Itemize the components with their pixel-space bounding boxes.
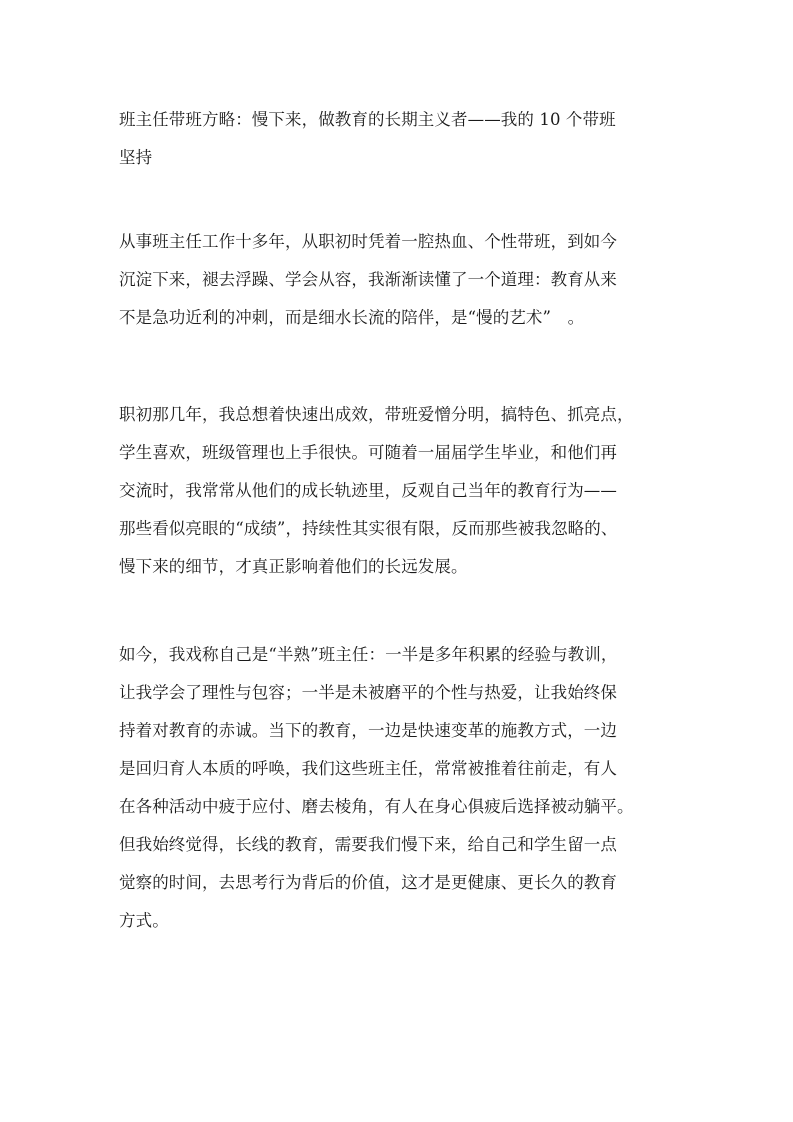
paragraph-3-line-8: 方式。 <box>119 911 169 930</box>
paragraph-1-line-1: 从事班主任工作十多年，从职初时凭着一腔热血、个性带班，到如今 <box>119 232 617 251</box>
paragraph-1-line-3: 不是急功近利的冲刺，而是细水长流的陪伴，是“慢的艺术” 。 <box>119 308 585 327</box>
title-line-2: 坚持 <box>119 148 153 167</box>
paragraph-3-line-7: 觉察的时间，去思考行为背后的价值，这才是更健康、更长久的教育 <box>119 873 617 892</box>
paragraph-3-line-2: 让我学会了理性与包容；一半是未被磨平的个性与热爱，让我始终保 <box>119 683 617 702</box>
paragraph-2-line-2: 学生喜欢，班级管理也上手很快。可随着一届届学生毕业，和他们再 <box>119 443 617 462</box>
title-line-1: 班主任带班方略：慢下来，做教育的长期主义者——我的 10 个带班 <box>119 110 616 129</box>
paragraph-2-line-1: 职初那几年，我总想着快速出成效，带班爱憎分明，搞特色、抓亮点， <box>119 405 634 424</box>
paragraph-2-line-5: 慢下来的细节，才真正影响着他们的长远发展。 <box>119 557 468 576</box>
paragraph-2-line-4: 那些看似亮眼的“成绩”，持续性其实很有限，反而那些被我忽略的、 <box>119 519 618 538</box>
paragraph-1-line-2: 沉淀下来，褪去浮躁、学会从容，我渐渐读懂了一个道理：教育从来 <box>119 270 617 289</box>
paragraph-3-line-4: 是回归育人本质的呼唤，我们这些班主任，常常被推着往前走，有人 <box>119 759 617 778</box>
paragraph-3-line-1: 如今，我戏称自己是“半熟”班主任：一半是多年积累的经验与教训， <box>119 645 618 664</box>
paragraph-3-line-5: 在各种活动中疲于应付、磨去棱角，有人在身心俱疲后选择被动躺平。 <box>119 797 634 816</box>
paragraph-3-line-6: 但我始终觉得，长线的教育，需要我们慢下来，给自己和学生留一点 <box>119 835 617 854</box>
paragraph-2-line-3: 交流时，我常常从他们的成长轨迹里，反观自己当年的教育行为—— <box>119 481 617 500</box>
paragraph-3-line-3: 持着对教育的赤诚。当下的教育，一边是快速变革的施教方式，一边 <box>119 721 617 740</box>
